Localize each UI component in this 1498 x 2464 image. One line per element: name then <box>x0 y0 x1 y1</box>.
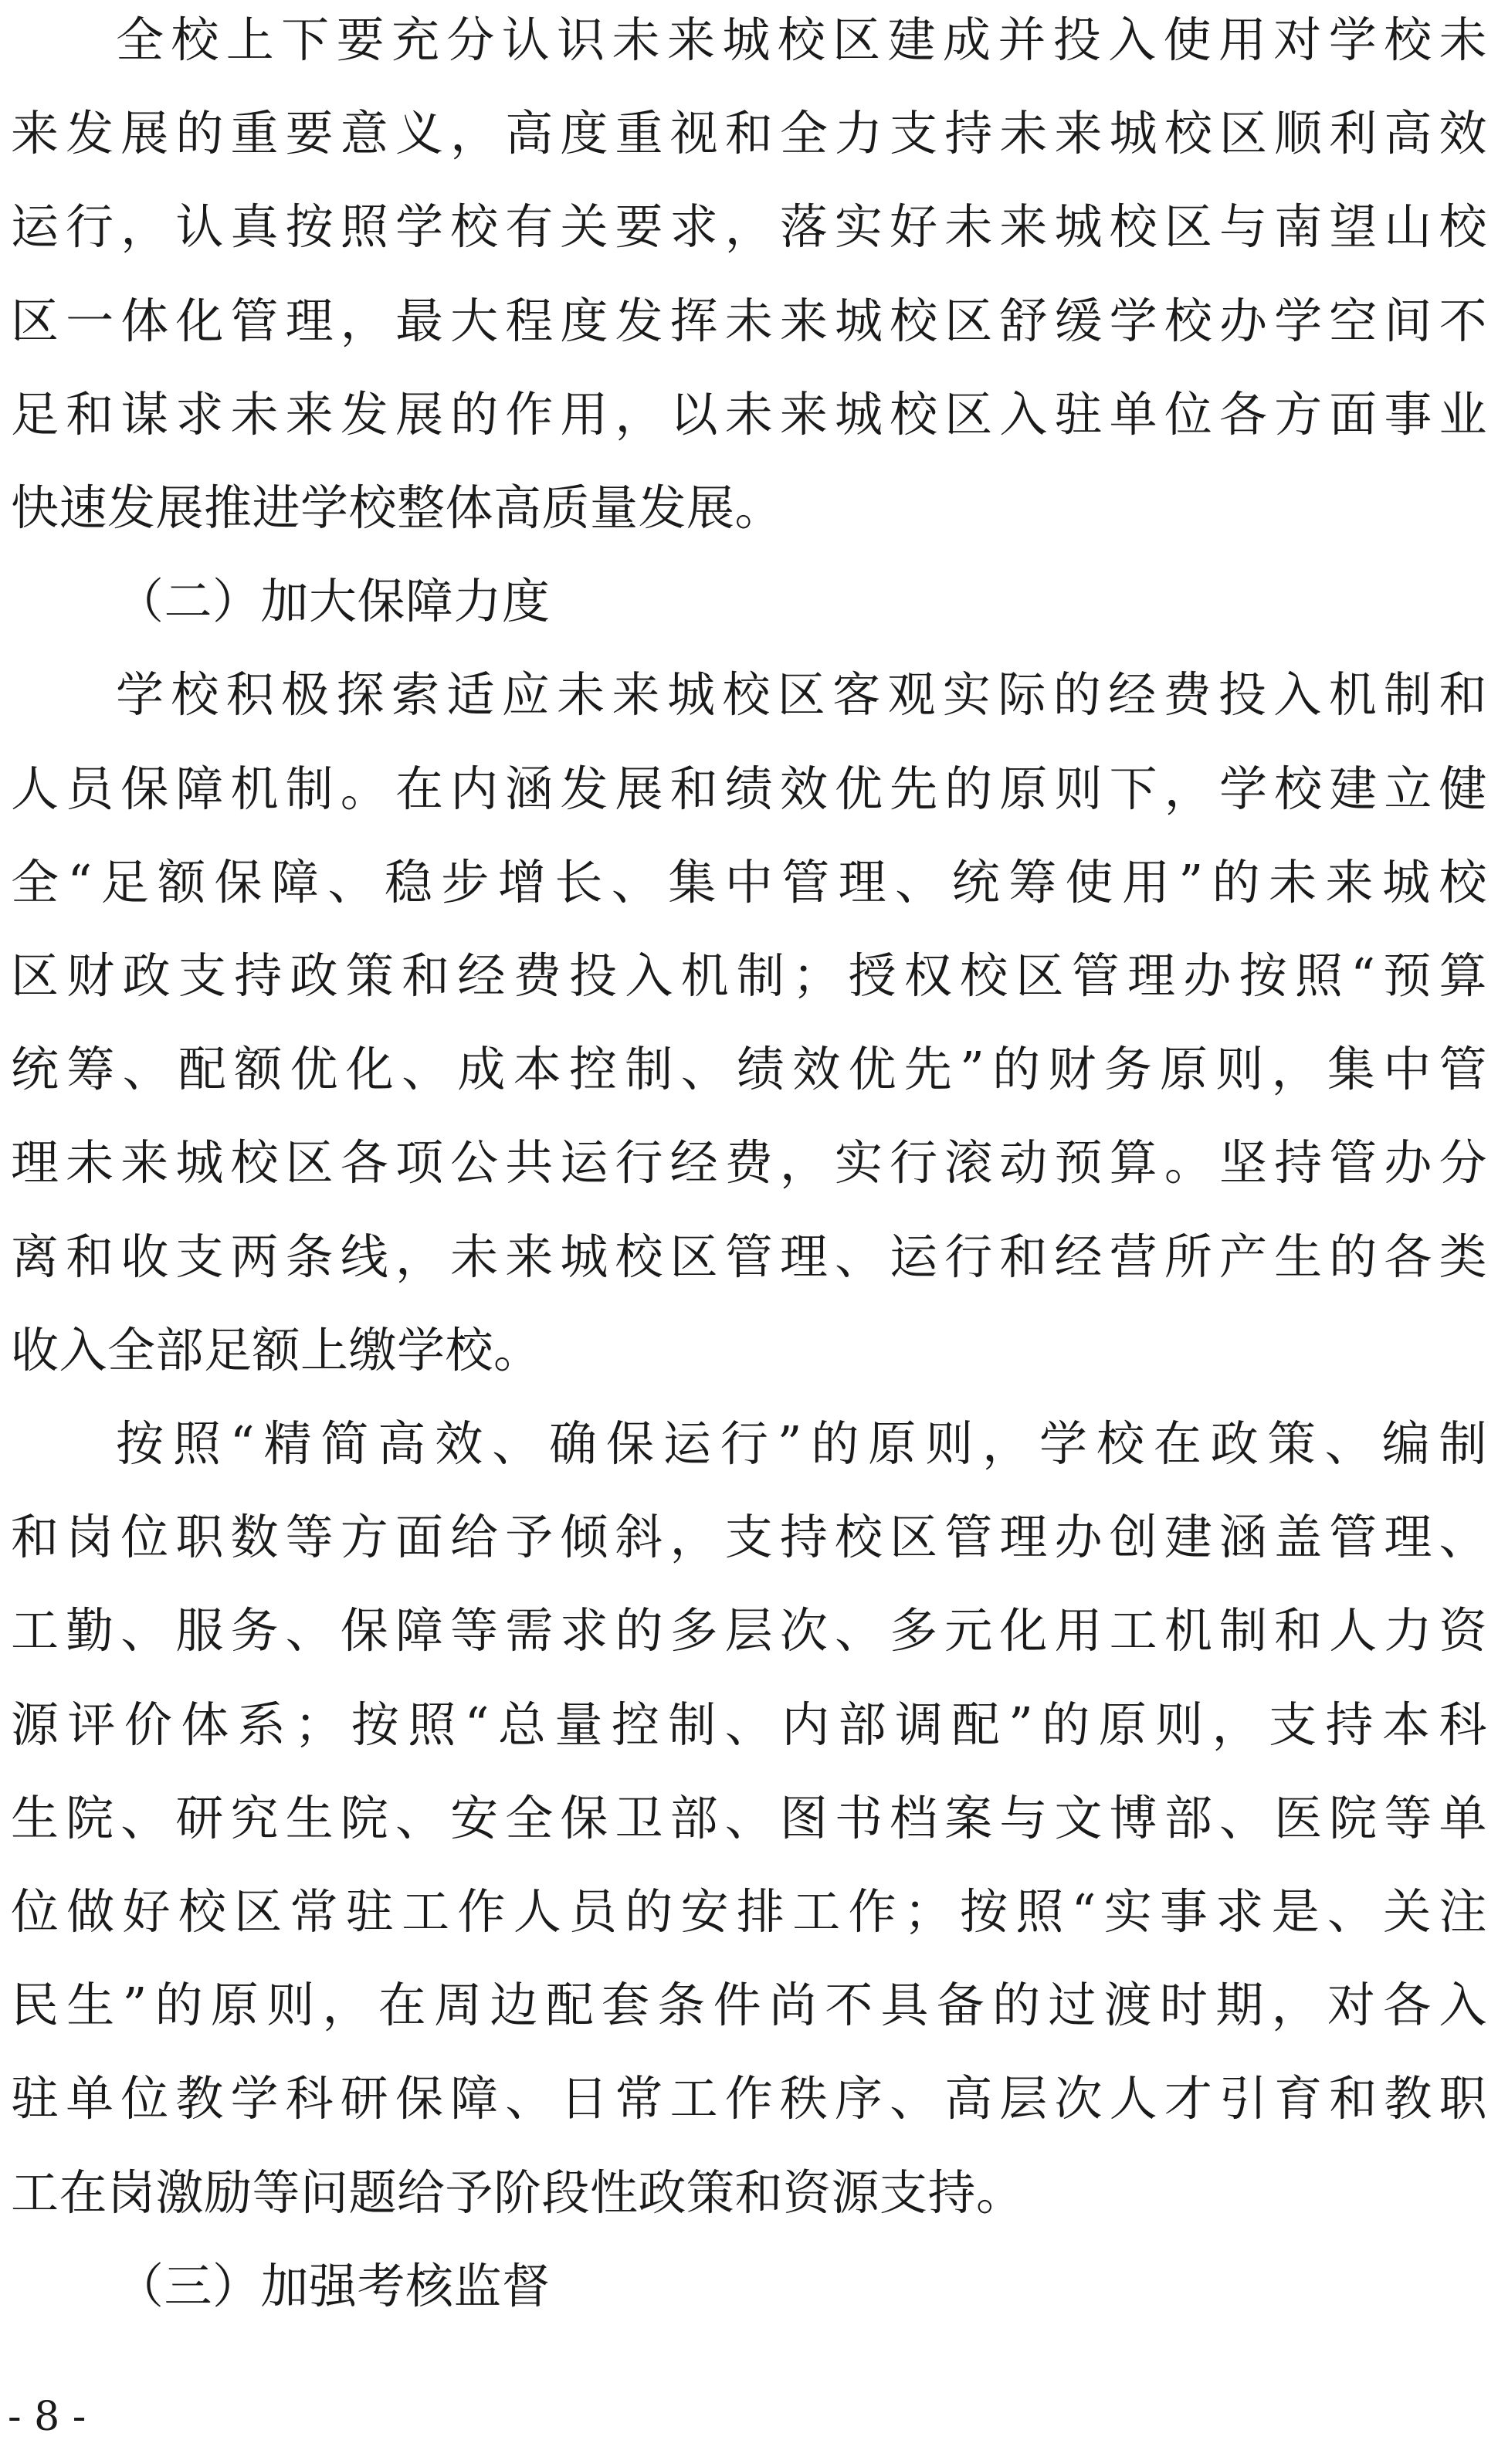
paragraph-line: 驻单位教学科研保障、日常工作秩序、高层次人才引育和教职 <box>11 2070 1487 2127</box>
paragraph-line: 理未来城校区各项公共运行经费，实行滚动预算。坚持管办分 <box>11 1134 1487 1191</box>
paragraph-line: 人员保障机制。在内涵发展和绩效优先的原则下，学校建立健 <box>11 760 1487 817</box>
paragraph-line: 工在岗激励等问题给予阶段性政策和资源支持。 <box>11 2164 1025 2221</box>
paragraph-line: 收入全部足额上缴学校。 <box>11 1321 542 1378</box>
paragraph-line: 来发展的重要意义，高度重视和全力支持未来城校区顺利高效 <box>11 105 1487 162</box>
section-heading: （三）加强考核监督 <box>116 2257 551 2314</box>
paragraph-line: 全校上下要充分认识未来城校区建成并投入使用对学校未 <box>116 12 1487 68</box>
paragraph-line: 离和收支两条线，未来城校区管理、运行和经营所产生的各类 <box>11 1228 1487 1285</box>
paragraph-line: 区一体化管理，最大程度发挥未来城校区舒缓学校办学空间不 <box>11 292 1487 349</box>
page-number: - 8 - <box>8 2394 86 2440</box>
paragraph-line: 民生”的原则，在周边配套条件尚不具备的过渡时期，对各入 <box>11 1977 1487 2034</box>
paragraph-line: 生院、研究生院、安全保卫部、图书档案与文博部、医院等单 <box>11 1789 1487 1846</box>
paragraph-line: 源评价体系；按照“总量控制、内部调配”的原则，支持本科 <box>11 1696 1487 1753</box>
paragraph-line: 学校积极探索适应未来城校区客观实际的经费投入机制和 <box>116 666 1487 724</box>
paragraph-line: 和岗位职数等方面给予倾斜，支持校区管理办创建涵盖管理、 <box>11 1509 1487 1566</box>
section-heading: （二）加大保障力度 <box>116 573 551 630</box>
paragraph-line: 位做好校区常驻工作人员的安排工作；按照“实事求是、关注 <box>11 1883 1487 1940</box>
paragraph-line: 全“足额保障、稳步增长、集中管理、统筹使用”的未来城校 <box>11 853 1487 910</box>
paragraph-line: 按照“精简高效、确保运行”的原则，学校在政策、编制 <box>116 1415 1487 1472</box>
paragraph-line: 工勤、服务、保障等需求的多层次、多元化用工机制和人力资 <box>11 1602 1487 1659</box>
paragraph-line: 区财政支持政策和经费投入机制；授权校区管理办按照“预算 <box>11 947 1487 1004</box>
paragraph-line: 足和谋求未来发展的作用，以未来城校区入驻单位各方面事业 <box>11 385 1487 442</box>
paragraph-line: 快速发展推进学校整体高质量发展。 <box>11 480 784 536</box>
paragraph-line: 运行，认真按照学校有关要求，落实好未来城校区与南望山校 <box>11 198 1487 256</box>
paragraph-line: 统筹、配额优化、成本控制、绩效优先”的财务原则，集中管 <box>11 1041 1487 1098</box>
